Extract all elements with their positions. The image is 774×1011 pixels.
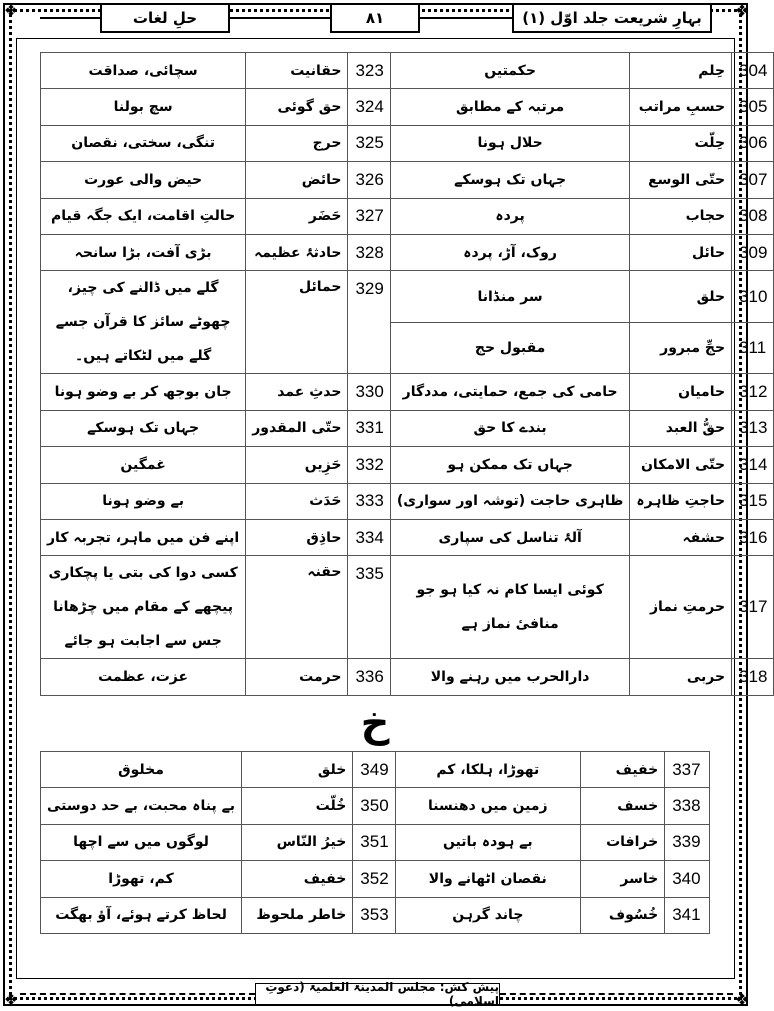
footer-rule	[500, 993, 733, 995]
word-cell: حَدَث	[246, 483, 348, 519]
meaning-cell: تنگی، سختی، نقصان	[41, 125, 246, 161]
word-cell: حرمتِ نماز	[630, 556, 732, 659]
word-cell: حادثۂ عظیمہ	[246, 234, 348, 270]
meaning-cell: سچائی، صداقت	[41, 53, 246, 89]
entry-number: 328	[348, 234, 390, 270]
table-row	[41, 447, 774, 483]
entry-number: 341	[665, 897, 710, 933]
word-cell: خیرُ النّاس	[242, 824, 353, 860]
meaning-cell: جان بوجھ کر بے وضو ہونا	[41, 374, 246, 410]
entry-number: 330	[348, 374, 390, 410]
meaning-cell: روک، آڑ، پردہ	[390, 234, 630, 270]
word-cell: حتّی الوسع	[630, 162, 732, 198]
meaning-cell: زمین میں دھنسنا	[395, 788, 580, 824]
meaning-cell: مرتبہ کے مطابق	[390, 89, 630, 125]
footer-rule	[20, 993, 255, 995]
meaning-cell: سر منڈانا	[390, 271, 630, 323]
word-cell: حربی	[630, 659, 732, 695]
word-cell: خاسر	[580, 861, 664, 897]
table-row	[41, 788, 710, 824]
corner-ornament-icon: ❖	[734, 990, 750, 1009]
entry-number: 308	[732, 198, 774, 234]
word-cell: حَزِیں	[246, 447, 348, 483]
meaning-cell: غمگین	[41, 447, 246, 483]
meaning-cell: حکمتیں	[390, 53, 630, 89]
table-row	[41, 271, 774, 323]
entry-number: 327	[348, 198, 390, 234]
header-rule	[420, 17, 512, 19]
meaning-cell: دارالحرب میں رہنے والا	[390, 659, 630, 695]
entry-number: 349	[353, 752, 395, 788]
word-cell: حقُّ العبد	[630, 410, 732, 446]
entry-number: 332	[348, 447, 390, 483]
entry-number: 309	[732, 234, 774, 270]
word-cell: حشفہ	[630, 519, 732, 555]
entry-number: 352	[353, 861, 395, 897]
meaning-cell: حلال ہونا	[390, 125, 630, 161]
corner-ornament-icon: ❖	[3, 1, 19, 20]
entry-number: 336	[348, 659, 390, 695]
word-cell: خفیف	[580, 752, 664, 788]
word-cell: حمائل	[246, 271, 348, 374]
table-row	[41, 374, 774, 410]
entry-number: 337	[665, 752, 710, 788]
word-cell: حِلّت	[630, 125, 732, 161]
meaning-cell: گلے میں ڈالنے کی چیز، چھوٹے سائز کا قرآن جسے گلے میں لٹکاتے ہیں۔	[41, 271, 246, 374]
section-letter: خ	[360, 700, 390, 746]
entry-number: 324	[348, 89, 390, 125]
word-cell: حَضَر	[246, 198, 348, 234]
table-row	[41, 125, 774, 161]
word-cell: حجاب	[630, 198, 732, 234]
entry-number: 339	[665, 824, 710, 860]
word-cell: حتّی الامکان	[630, 447, 732, 483]
meaning-cell: حالتِ اقامت، ایک جگہ قیام	[41, 198, 246, 234]
meaning-cell: کوئی ایسا کام نہ کیا ہو جو منافیٔ نماز ہے	[390, 556, 630, 659]
entry-number: 312	[732, 374, 774, 410]
meaning-cell: بندے کا حق	[390, 410, 630, 446]
table-row	[41, 897, 710, 933]
word-cell: حسبِ مراتب	[630, 89, 732, 125]
meaning-cell: آلۂ تناسل کی سپاری	[390, 519, 630, 555]
meaning-cell: بے پناہ محبت، بے حد دوستی	[41, 788, 242, 824]
table-row	[41, 659, 774, 695]
entry-number: 353	[353, 897, 395, 933]
entry-number: 338	[665, 788, 710, 824]
table-row	[41, 556, 774, 659]
meaning-cell: تھوڑا، ہلکا، کم	[395, 752, 580, 788]
table-row	[41, 53, 774, 89]
word-cell: خرافات	[580, 824, 664, 860]
entry-number: 329	[348, 271, 390, 374]
word-cell: حِلم	[630, 53, 732, 89]
entry-number: 323	[348, 53, 390, 89]
meaning-cell: عزت، عظمت	[41, 659, 246, 695]
entry-number: 305	[732, 89, 774, 125]
word-cell: خُلّت	[242, 788, 353, 824]
entry-number: 310	[732, 271, 774, 323]
meaning-cell: کم، تھوڑا	[41, 861, 242, 897]
entry-number: 331	[348, 410, 390, 446]
meaning-cell: سچ بولنا	[41, 89, 246, 125]
table-row	[41, 234, 774, 270]
entry-number: 334	[348, 519, 390, 555]
word-cell: حقانیت	[246, 53, 348, 89]
corner-ornament-icon: ❖	[734, 1, 750, 20]
word-cell: حامیان	[630, 374, 732, 410]
entry-number: 318	[732, 659, 774, 695]
entry-number: 340	[665, 861, 710, 897]
table-row	[41, 861, 710, 897]
word-cell: خفیف	[242, 861, 353, 897]
meaning-cell: حیض والی عورت	[41, 162, 246, 198]
word-cell: حق گوئی	[246, 89, 348, 125]
meaning-cell: مخلوق	[41, 752, 242, 788]
meaning-cell: ظاہری حاجت (توشہ اور سواری)	[390, 483, 630, 519]
entry-number: 325	[348, 125, 390, 161]
entry-number: 304	[732, 53, 774, 89]
table-row	[41, 198, 774, 234]
entry-number: 315	[732, 483, 774, 519]
corner-ornament-icon: ❖	[3, 990, 19, 1009]
entry-number: 335	[348, 556, 390, 659]
entry-number: 317	[732, 556, 774, 659]
glossary-table-khaa	[40, 751, 710, 934]
meaning-cell: اپنے فن میں ماہر، تجربہ کار	[41, 519, 246, 555]
table-row	[41, 410, 774, 446]
word-cell: حرج	[246, 125, 348, 161]
word-cell: حلق	[630, 271, 732, 323]
table-row	[41, 89, 774, 125]
table-row	[41, 519, 774, 555]
meaning-cell: لحاظ کرتے ہوئے، آؤ بھگت	[41, 897, 242, 933]
entry-number: 333	[348, 483, 390, 519]
word-cell: حدثِ عمد	[246, 374, 348, 410]
page-number: ۸۱	[330, 3, 420, 33]
section-title: حلِ لغات	[100, 3, 230, 33]
meaning-cell: مقبول حج	[390, 322, 630, 374]
meaning-cell: کسی دوا کی بتی یا پچکاری پیچھے کے مقام میں چڑھانا جس سے اجابت ہو جائے	[41, 556, 246, 659]
word-cell: خلق	[242, 752, 353, 788]
word-cell: حاذِق	[246, 519, 348, 555]
entry-number: 313	[732, 410, 774, 446]
meaning-cell: جہاں تک ہوسکے	[390, 162, 630, 198]
word-cell: حقنہ	[246, 556, 348, 659]
meaning-cell: جہاں تک ہوسکے	[41, 410, 246, 446]
table-row	[41, 824, 710, 860]
entry-number: 314	[732, 447, 774, 483]
entry-number: 316	[732, 519, 774, 555]
entry-number: 306	[732, 125, 774, 161]
book-title: بہارِ شریعت جلد اوّل (۱)	[512, 3, 712, 33]
header-rule	[40, 17, 100, 19]
word-cell: خُسُوف	[580, 897, 664, 933]
meaning-cell: جہاں تک ممکن ہو	[390, 447, 630, 483]
meaning-cell: حامی کی جمع، حمایتی، مددگار	[390, 374, 630, 410]
entry-number: 350	[353, 788, 395, 824]
header-rule	[230, 17, 330, 19]
meaning-cell: بے ہودہ باتیں	[395, 824, 580, 860]
meaning-cell: چاند گرہن	[395, 897, 580, 933]
meaning-cell: پردہ	[390, 198, 630, 234]
entry-number: 311	[732, 322, 774, 374]
word-cell: حاجتِ ظاہرہ	[630, 483, 732, 519]
word-cell: حائل	[630, 234, 732, 270]
word-cell: حرمت	[246, 659, 348, 695]
entry-number: 326	[348, 162, 390, 198]
word-cell: خسف	[580, 788, 664, 824]
word-cell: حائض	[246, 162, 348, 198]
publisher-footer: پیش کش: مجلس المدینۃ العلمیۃ (دعوتِ اسلامی)	[255, 983, 500, 1005]
word-cell: خاطر ملحوظ	[242, 897, 353, 933]
entry-number: 307	[732, 162, 774, 198]
word-cell: حتّی المقدور	[246, 410, 348, 446]
meaning-cell: نقصان اٹھانے والا	[395, 861, 580, 897]
table-row	[41, 483, 774, 519]
meaning-cell: بے وضو ہونا	[41, 483, 246, 519]
entry-number: 351	[353, 824, 395, 860]
meaning-cell: بڑی آفت، بڑا سانحہ	[41, 234, 246, 270]
glossary-table-haa	[40, 52, 774, 696]
table-row	[41, 162, 774, 198]
meaning-cell: لوگوں میں سے اچھا	[41, 824, 242, 860]
word-cell: حجِّ مبرور	[630, 322, 732, 374]
table-row	[41, 752, 710, 788]
